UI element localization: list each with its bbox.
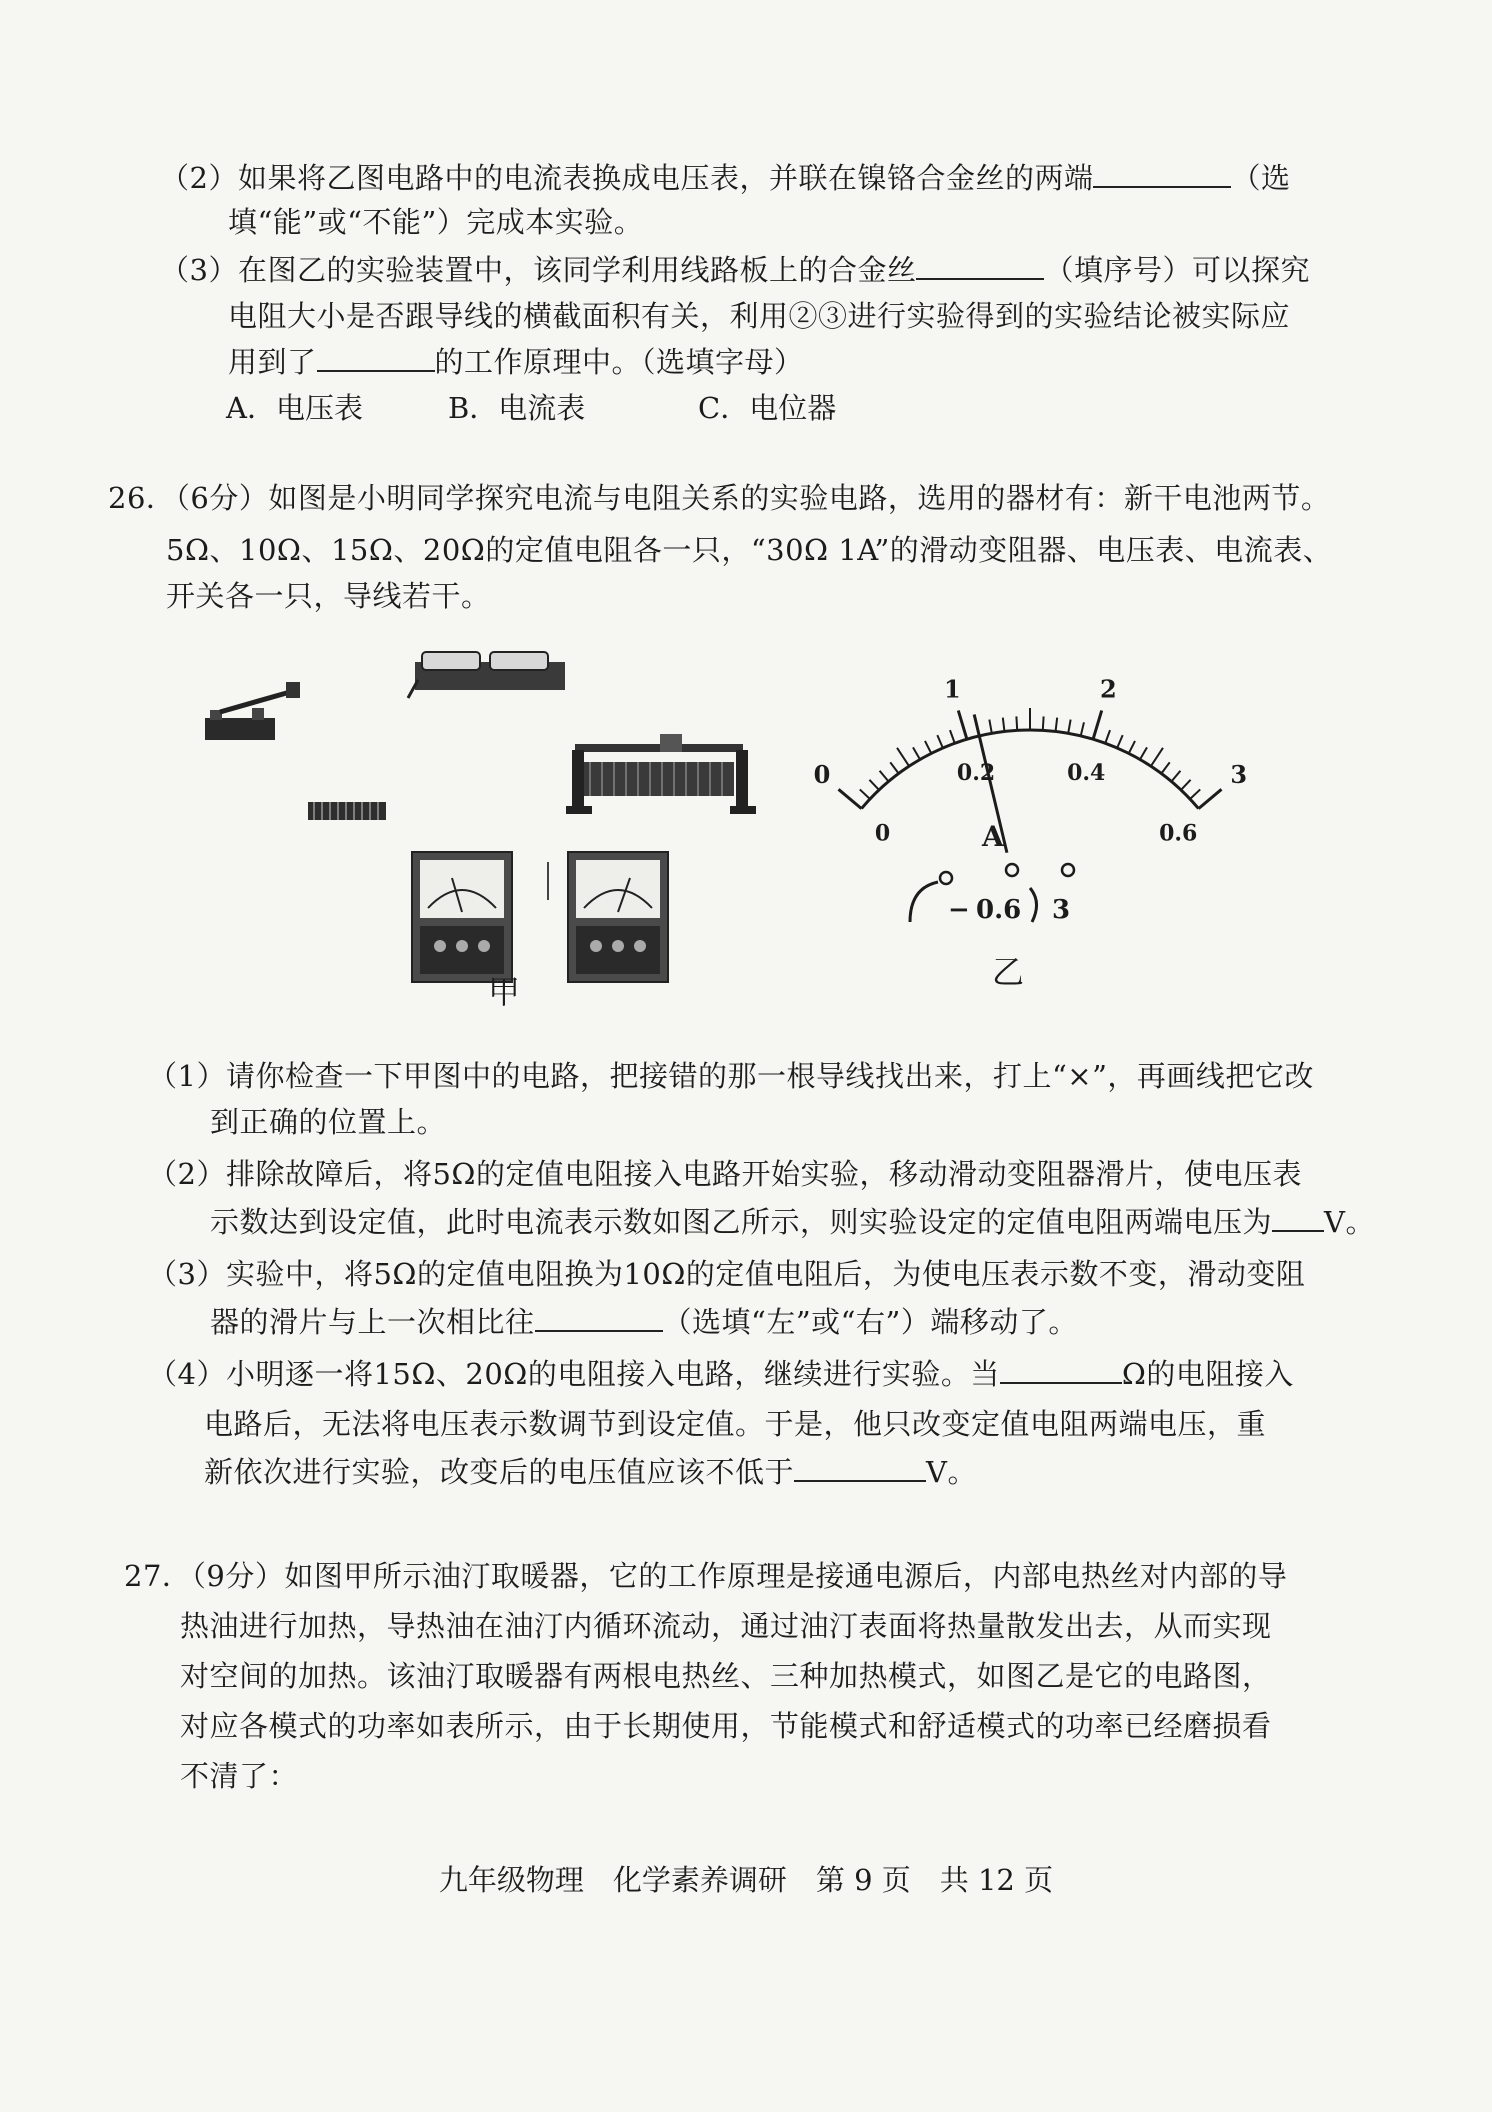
meter-tick <box>913 747 920 759</box>
figure-yi-label: 乙 <box>992 953 1025 991</box>
answer-blank[interactable] <box>794 1454 926 1482</box>
meter-tick <box>838 789 861 808</box>
meter-tick <box>1151 748 1163 766</box>
scale-top-2: 2 <box>1100 674 1117 704</box>
q26-part2-line1: （2）排除故障后，将5Ω的定值电阻接入电路开始实验，移动滑动变阻器滑片，使电压表 <box>148 1157 1302 1191</box>
figure-jia-equipment <box>190 650 790 990</box>
rheostat-drawing <box>566 734 756 814</box>
scale-bottom-0: 0 <box>874 820 891 847</box>
meter-tick <box>1043 716 1044 730</box>
meter-tick <box>1093 711 1102 740</box>
q26-part4-line1: （4）小明逐一将15Ω、20Ω的电阻接入电路，继续进行实验。当 Ω的电阻接入 <box>148 1357 1294 1391</box>
q26-intro-line1: 26．（6分）如图是小明同学探究电流与电阻关系的实验电路，选用的器材有：新干电池两节。 <box>108 481 1331 515</box>
answer-blank[interactable] <box>1093 160 1231 188</box>
meter-tick <box>1181 780 1191 790</box>
meter-unit: A <box>982 820 1004 853</box>
meter-tick <box>1056 718 1058 732</box>
meter-tick <box>1199 789 1222 808</box>
meter-tick <box>1140 747 1147 759</box>
scale-bottom-3: 0.6 <box>1159 820 1198 847</box>
terminal-0-6: 0.6 <box>976 895 1022 925</box>
meter-tick <box>1161 762 1169 773</box>
meter-tick <box>860 789 870 799</box>
meter-tick <box>1105 730 1110 743</box>
answer-blank[interactable] <box>1000 1356 1122 1384</box>
answer-blank[interactable] <box>317 344 435 372</box>
q27-line1: 27．（9分）如图甲所示油汀取暖器，它的工作原理是接通电源后，内部电热丝对内部的导 <box>124 1559 1288 1593</box>
q25-part3-line3: 用到了 的工作原理中。（选填字母） <box>228 345 804 379</box>
meter-tick <box>880 771 889 782</box>
meter-tick <box>1016 716 1017 730</box>
meter-tick <box>1117 735 1123 748</box>
q27-line5: 不清了： <box>180 1759 299 1793</box>
scale-bottom-2: 0.4 <box>1067 760 1106 787</box>
meter-tick <box>1171 771 1180 782</box>
meter-tick <box>890 762 898 773</box>
answer-blank[interactable] <box>916 252 1044 280</box>
option-c: C．电位器 <box>698 391 837 425</box>
page-footer: 九年级物理 化学素养调研 第 9 页 共 12 页 <box>438 1863 1054 1897</box>
fixed-resistor-drawing <box>308 802 386 820</box>
meter-tick <box>1081 722 1084 736</box>
meter-tick <box>1003 718 1005 732</box>
meter-tick <box>1129 741 1135 754</box>
meter-tick <box>1190 789 1200 799</box>
q27-line2: 热油进行加热，导热油在油汀内循环流动，通过油汀表面将热量散发出去，从而实现 <box>180 1609 1272 1643</box>
q27-line3: 对空间的加热。该油汀取暖器有两根电热丝、三种加热模式，如图乙是它的电路图， <box>180 1659 1272 1693</box>
terminal-3: 3 <box>1052 895 1071 925</box>
q26-part1-line2: 到正确的位置上。 <box>210 1105 447 1139</box>
figure-jia-label: 甲 <box>488 973 521 1011</box>
ammeter-drawing <box>412 852 512 982</box>
switch-drawing <box>205 682 300 740</box>
q26-intro-line2: 5Ω、10Ω、15Ω、20Ω的定值电阻各一只，“30Ω 1A”的滑动变阻器、电压表、电流表、 <box>166 533 1333 567</box>
q25-part2-line2: 填“能”或“不能”）完成本实验。 <box>228 205 644 239</box>
battery-holder-drawing <box>408 652 565 698</box>
q26-part2-line2: 示数达到设定值，此时电流表示数如图乙所示，则实验设定的定值电阻两端电压为 V。 <box>210 1205 1375 1239</box>
q26-part4-line2: 电路后，无法将电压表示数调节到设定值。于是，他只改变定值电阻两端电压，重 <box>204 1407 1267 1441</box>
q26-intro-line3: 开关各一只，导线若干。 <box>166 579 491 613</box>
scale-top-0: 0 <box>813 760 831 790</box>
meter-tick <box>897 748 909 766</box>
q26-part1-line1: （1）请你检查一下甲图中的电路，把接错的那一根导线找出来，打上“×”，再画线把它改 <box>148 1059 1314 1093</box>
answer-blank[interactable] <box>1272 1204 1324 1232</box>
scale-bottom-1: 0.2 <box>956 760 996 787</box>
q25-part3-line1: （3）在图乙的实验装置中，该同学利用线路板上的合金丝 （填序号）可以探究 <box>160 253 1310 287</box>
scale-top-3: 3 <box>1230 760 1248 790</box>
option-a: A．电压表 <box>226 391 363 425</box>
meter-tick <box>989 720 991 734</box>
meter-tick <box>950 730 955 743</box>
answer-blank[interactable] <box>535 1304 663 1332</box>
figure-yi-ammeter-dial <box>780 650 1250 950</box>
meter-tick <box>958 711 967 740</box>
q26-part3-line2: 器的滑片与上一次相比往 （选填“左”或“右”）端移动了。 <box>210 1305 1078 1339</box>
q26-part4-line3: 新依次进行实验，改变后的电压值应该不低于 V。 <box>204 1455 977 1489</box>
q25-part3-line2: 电阻大小是否跟导线的横截面积有关，利用②③进行实验得到的实验结论被实际应 <box>228 299 1291 333</box>
meter-tick <box>925 741 931 754</box>
meter-tick <box>937 735 943 748</box>
scale-top-1: 1 <box>943 674 961 704</box>
terminal-minus: − <box>948 895 970 925</box>
q27-line4: 对应各模式的功率如表所示，由于长期使用，节能模式和舒适模式的功率已经磨损看 <box>180 1709 1272 1743</box>
q26-part3-line1: （3）实验中，将5Ω的定值电阻换为10Ω的定值电阻后，为使电压表示数不变，滑动变阻 <box>148 1257 1306 1291</box>
q25-part2-line1: （2）如果将乙图电路中的电流表换成电压表，并联在镍铬合金丝的两端 （选 <box>160 161 1291 195</box>
meter-tick <box>869 780 879 790</box>
voltmeter-drawing <box>568 852 668 982</box>
option-b: B．电流表 <box>448 391 586 425</box>
meter-tick <box>1068 720 1070 734</box>
